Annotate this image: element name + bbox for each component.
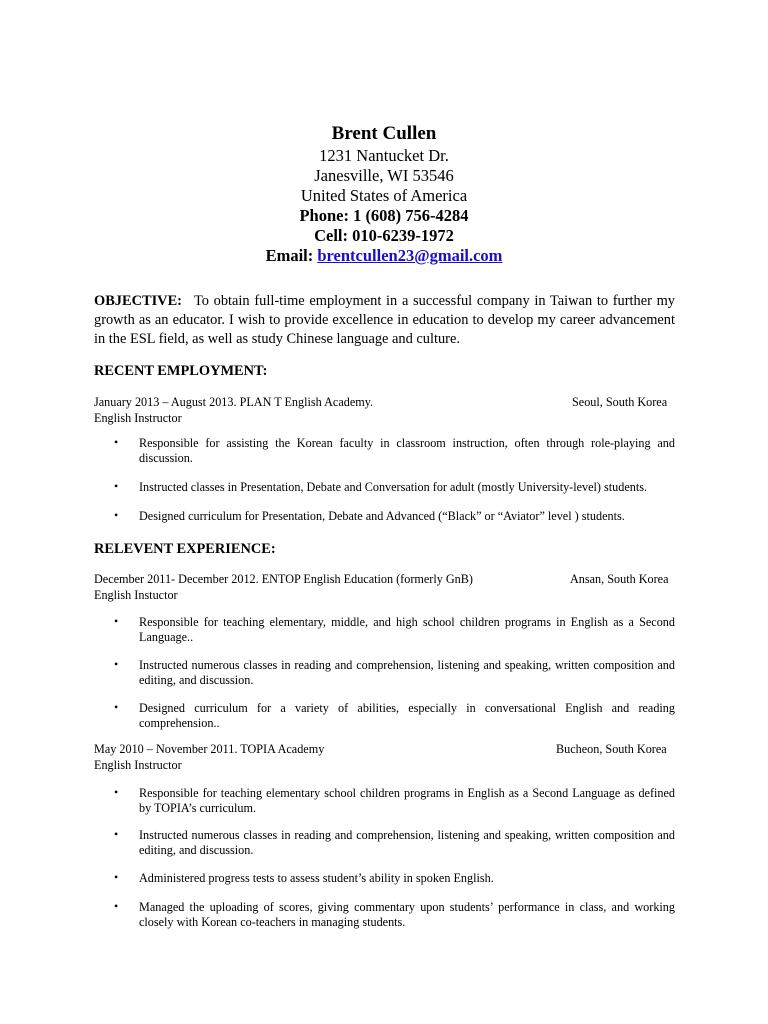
bullet-icon: •: [114, 657, 119, 671]
job-role: English Instructor: [94, 758, 182, 772]
objective-text: To obtain full-time employment in a successful company in Taiwan to further my growth as an educator. I wish to provide excellence in education to develop my career advancement in the ESL field, as well as study Chinese language and culture.: [94, 293, 675, 347]
candidate-name: Brent Cullen: [331, 123, 437, 144]
job-header: [94, 394, 675, 426]
job-location: Seoul, South Korea: [572, 395, 668, 409]
bullet-icon: •: [114, 435, 119, 449]
job-header: [94, 571, 675, 603]
bullet-icon: •: [114, 899, 119, 913]
bullet-icon: •: [114, 614, 119, 628]
bullet-icon: •: [114, 700, 119, 714]
cell-phone: Cell: 010-6239-1972: [314, 226, 454, 245]
bullet-icon: •: [114, 870, 119, 884]
list-item: • Managed the uploading of scores, giving commentary upon students’ performance in class, and working closely with Korean co-teachers in managing students.: [114, 899, 675, 929]
email-link[interactable]: brentcullen23@gmail.com: [317, 246, 503, 265]
email-row: [0, 246, 768, 266]
job-dates-org: May 2010 – November 2011. TOPIA Academy: [94, 742, 325, 756]
recent-employment-heading: RECENT EMPLOYMENT:: [94, 363, 268, 379]
job-dates-org: December 2011- December 2012. ENTOP English Education (formerly GnB): [94, 572, 473, 586]
list-item: • Responsible for teaching elementary, middle, and high school children programs in English as a Second Language..: [114, 614, 675, 644]
job-role: English Instructor: [94, 411, 182, 425]
objective-paragraph: [94, 292, 675, 349]
list-item: • Designed curriculum for a variety of abilities, especially in conversational English and reading comprehension..: [114, 700, 675, 730]
job-dates-org: January 2013 – August 2013. PLAN T English Academy.: [94, 395, 374, 409]
address-line-2: Janesville, WI 53546: [314, 166, 454, 185]
list-item: • Designed curriculum for Presentation, Debate and Advanced (“Black” or “Aviator” level ) students.: [114, 508, 625, 523]
list-item: • Responsible for assisting the Korean faculty in classroom instruction, often through role-playing and discussion.: [114, 435, 675, 465]
list-item: • Instructed numerous classes in reading and comprehension, listening and speaking, written composition and editing, and discussion.: [114, 827, 675, 857]
address-line-1: 1231 Nantucket Dr.: [319, 146, 449, 165]
bullet-icon: •: [114, 785, 119, 799]
list-item: • Instructed classes in Presentation, Debate and Conversation for adult (mostly University-level) students.: [114, 479, 648, 494]
job-role: English Instuctor: [94, 588, 178, 602]
job-header: [94, 741, 675, 773]
objective-label: OBJECTIVE:: [94, 293, 182, 309]
country: United States of America: [300, 186, 468, 205]
list-item: • Administered progress tests to assess student’s ability in spoken English.: [114, 870, 494, 885]
list-item: • Instructed numerous classes in reading and comprehension, listening and speaking, written composition and editing, and discussion.: [114, 657, 675, 687]
bullet-icon: •: [114, 508, 119, 522]
list-item: • Responsible for teaching elementary school children programs in English as a Second Language as defined by TOPIA’s curriculum.: [114, 785, 675, 815]
contact-header: [0, 122, 768, 266]
relevant-experience-heading: RELEVENT EXPERIENCE:: [94, 541, 276, 557]
phone: Phone: 1 (608) 756-4284: [299, 206, 469, 225]
bullet-icon: •: [114, 827, 119, 841]
job-location: Bucheon, South Korea: [556, 742, 667, 756]
job-location: Ansan, South Korea: [570, 572, 669, 586]
email-label: Email:: [265, 246, 314, 265]
bullet-icon: •: [114, 479, 119, 493]
